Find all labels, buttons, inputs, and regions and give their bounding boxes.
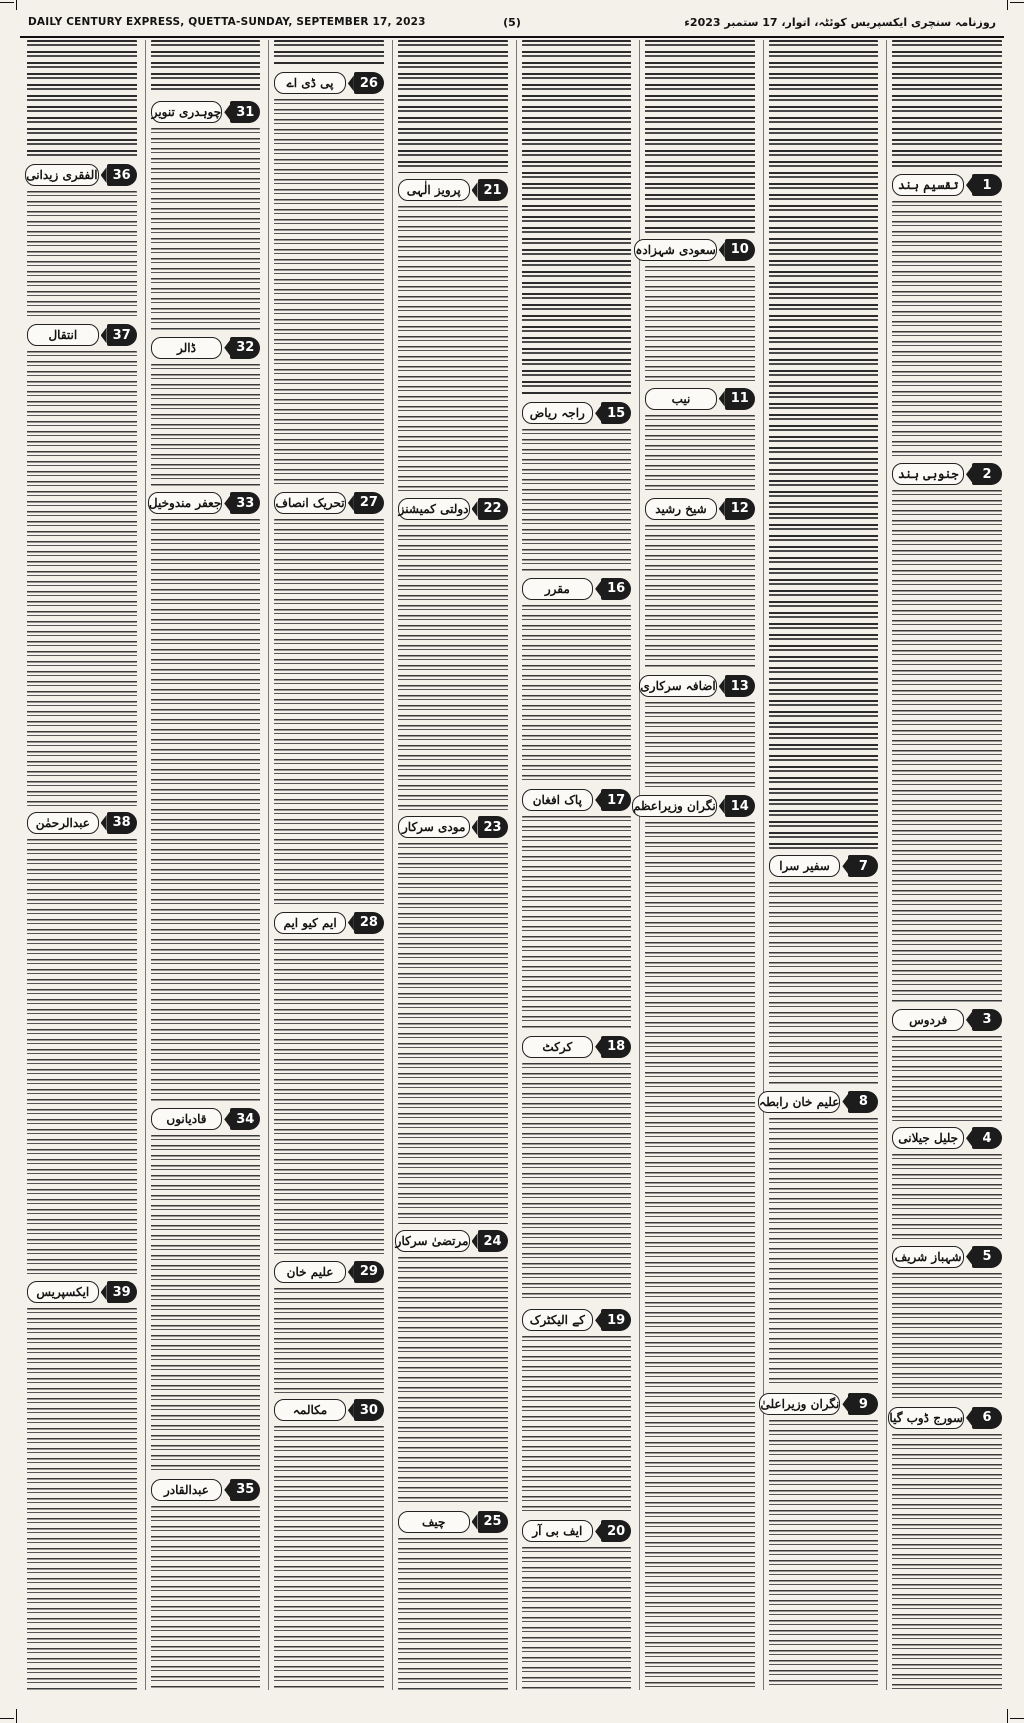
crop-mark-br-h (1010, 1718, 1024, 1719)
topic-header (892, 1245, 1002, 1269)
article-text (892, 201, 1002, 457)
topic-number: 6 (972, 1407, 1002, 1429)
topic-header (27, 811, 137, 835)
newspaper-columns (22, 40, 1002, 1690)
topic-number: 7 (848, 855, 878, 877)
topic-header (892, 1008, 1002, 1032)
crop-mark-bl-v (16, 1709, 17, 1723)
topic-header (274, 1398, 384, 1422)
topic-title: کرکٹ (522, 1036, 594, 1058)
topic-header (640, 674, 755, 698)
topic-title: تقسیم ہند (892, 174, 964, 196)
topic-title: جعفر مندوخیل (148, 492, 222, 514)
topic-number: 23 (478, 816, 508, 838)
topic-title: مودی سرکار (398, 816, 470, 838)
topic-number: 8 (848, 1091, 878, 1113)
topic-number: 15 (601, 402, 631, 424)
topic-title: سورج ڈوب گیا (888, 1407, 964, 1429)
topic-header (398, 178, 508, 202)
article-text (398, 1257, 508, 1505)
topic-header (892, 462, 1002, 486)
topic-title: اضافہ سرکاری (639, 675, 716, 697)
topic-header (151, 336, 261, 360)
article-text (892, 490, 1002, 1002)
topic-number: 18 (601, 1036, 631, 1058)
topic-header (769, 854, 879, 878)
column-2 (759, 40, 879, 1690)
topic-number: 31 (230, 101, 260, 123)
topic-title: ایکسپریس (27, 1281, 99, 1303)
topic-title: سعودی شہزادہ (634, 239, 716, 261)
article-text (522, 605, 632, 783)
topic-title: تحریک انصاف (274, 492, 346, 514)
column-8 (22, 40, 137, 1690)
masthead (20, 14, 1004, 38)
masthead-english: DAILY CENTURY EXPRESS, QUETTA-SUNDAY, SEPTEMBER 17, 2023 (28, 16, 426, 28)
topic-number: 14 (725, 795, 755, 817)
topic-header (395, 1229, 508, 1253)
topic-number: 29 (354, 1261, 384, 1283)
topic-title: جنوبی ہند (892, 463, 964, 485)
topic-header (892, 173, 1002, 197)
topic-title: پی ڈی اے (274, 72, 346, 94)
crop-mark-br-v (1007, 1709, 1008, 1723)
article-text (398, 40, 508, 173)
topic-header (274, 491, 384, 515)
topic-number: 9 (848, 1393, 878, 1415)
topic-title: شہباز شریف (892, 1246, 964, 1268)
article-text (645, 415, 755, 492)
topic-number: 20 (601, 1520, 631, 1542)
topic-title: ایف بی آر (522, 1520, 594, 1542)
article-text (522, 1547, 632, 1690)
article-text (892, 1154, 1002, 1239)
topic-header (522, 1035, 632, 1059)
article-text (645, 822, 755, 1690)
topic-title: عبدالقادر (151, 1479, 223, 1501)
topic-title: ایم کیو ایم (274, 912, 346, 934)
topic-header (635, 238, 755, 262)
topic-number: 12 (725, 498, 755, 520)
article-text (274, 1426, 384, 1690)
topic-title: سفیر سرا (769, 855, 841, 877)
article-text (769, 1118, 879, 1388)
article-text (522, 40, 632, 396)
article-text (645, 40, 755, 233)
column-5 (392, 40, 508, 1690)
topic-header (645, 387, 755, 411)
topic-header (148, 491, 261, 515)
article-text (522, 429, 632, 572)
article-text (892, 1273, 1002, 1401)
article-text (27, 351, 137, 805)
topic-number: 39 (107, 1281, 137, 1303)
crop-mark-bl-h (0, 1718, 14, 1719)
topic-header (522, 401, 632, 425)
article-text (151, 1135, 261, 1473)
article-text (151, 1506, 261, 1690)
article-text (522, 816, 632, 1030)
topic-number: 19 (601, 1309, 631, 1331)
topic-header (522, 788, 632, 812)
article-text (769, 40, 879, 849)
article-text (274, 40, 384, 66)
topic-header (151, 1478, 261, 1502)
column-3 (632, 40, 755, 1690)
topic-header (151, 100, 261, 124)
topic-header (274, 911, 384, 935)
column-6 (268, 40, 384, 1690)
topic-title: پرویز الٰہی (398, 179, 470, 201)
topic-number: 11 (725, 388, 755, 410)
topic-title: الفقری زیدانی (25, 164, 98, 186)
topic-header (759, 1090, 879, 1114)
crop-mark-tr-v (1007, 0, 1008, 10)
topic-header (398, 1510, 508, 1534)
topic-header (522, 577, 632, 601)
topic-header (27, 1280, 137, 1304)
topic-number: 2 (972, 463, 1002, 485)
article-text (398, 206, 508, 492)
topic-number: 24 (478, 1230, 508, 1252)
topic-title: مقرر (522, 578, 594, 600)
page-number: (5) (503, 16, 521, 29)
topic-number: 4 (972, 1127, 1002, 1149)
topic-header (632, 794, 755, 818)
topic-header (892, 1126, 1002, 1150)
topic-header (398, 497, 508, 521)
column-4 (516, 40, 632, 1690)
topic-title: علیم خان رابطہ (758, 1091, 840, 1113)
article-text (522, 1336, 632, 1514)
article-text (27, 1308, 137, 1690)
topic-title: چیف (398, 1511, 470, 1533)
article-text (151, 128, 261, 331)
topic-number: 35 (230, 1479, 260, 1501)
article-text (398, 1538, 508, 1690)
topic-number: 3 (972, 1009, 1002, 1031)
topic-title: نگران وزیراعظم (632, 795, 717, 817)
topic-number: 37 (107, 324, 137, 346)
article-text (645, 525, 755, 670)
article-text (274, 519, 384, 906)
article-text (27, 839, 137, 1275)
article-text (892, 1434, 1002, 1690)
article-text (645, 266, 755, 382)
topic-title: راجہ ریاض (522, 402, 594, 424)
topic-title: کے الیکٹرک (522, 1309, 594, 1331)
article-text (398, 843, 508, 1224)
article-text (27, 40, 137, 158)
article-text (274, 1288, 384, 1393)
topic-title: مکالمہ (274, 1399, 346, 1421)
topic-number: 13 (725, 675, 755, 697)
topic-title: فردوس (892, 1009, 964, 1031)
masthead-urdu: روزنامہ سنچری ایکسپریس کوئٹہ، اتوار، 17 ستمبر 2023ء (684, 16, 996, 29)
topic-header (760, 1392, 879, 1416)
topic-title: جلیل جیلانی (892, 1127, 964, 1149)
article-text (645, 702, 755, 789)
topic-number: 22 (478, 498, 508, 520)
article-text (522, 1063, 632, 1304)
topic-number: 38 (107, 812, 137, 834)
topic-title: علیم خان (274, 1261, 346, 1283)
topic-number: 5 (972, 1246, 1002, 1268)
topic-title: چوہدری تنویر (151, 101, 223, 123)
topic-header (522, 1519, 632, 1543)
column-1 (886, 40, 1002, 1690)
article-text (769, 882, 879, 1084)
topic-number: 27 (354, 492, 384, 514)
topic-title: دولتی کمیشنز (398, 498, 470, 520)
topic-number: 34 (230, 1108, 260, 1130)
topic-header (398, 815, 508, 839)
topic-title: ڈالر (151, 337, 223, 359)
topic-header (645, 497, 755, 521)
topic-number: 17 (601, 789, 631, 811)
topic-title: انتقال (27, 324, 99, 346)
topic-header (889, 1406, 1002, 1430)
topic-number: 10 (725, 239, 755, 261)
topic-number: 30 (354, 1399, 384, 1421)
topic-number: 1 (972, 174, 1002, 196)
article-text (27, 191, 137, 318)
topic-number: 21 (478, 179, 508, 201)
topic-header (27, 323, 137, 347)
topic-header (274, 71, 384, 95)
topic-title: پاک افغان (522, 789, 594, 811)
topic-header (274, 1260, 384, 1284)
article-text (769, 1420, 879, 1690)
article-text (151, 519, 261, 1102)
crop-mark-tl-v (16, 0, 17, 10)
topic-title: نگران وزیراعلیٰ (759, 1393, 840, 1415)
topic-number: 33 (230, 492, 260, 514)
article-text (274, 99, 384, 486)
topic-number: 25 (478, 1511, 508, 1533)
column-7 (145, 40, 261, 1690)
topic-number: 36 (107, 164, 137, 186)
article-text (151, 40, 261, 95)
topic-title: مرتضیٰ سرکار (395, 1230, 470, 1252)
article-text (151, 364, 261, 487)
topic-number: 32 (230, 337, 260, 359)
topic-header (151, 1107, 261, 1131)
topic-header (27, 163, 137, 187)
topic-title: شیخ رشید (645, 498, 717, 520)
article-text (274, 939, 384, 1255)
crop-mark-tr-h (1010, 2, 1024, 3)
topic-number: 16 (601, 578, 631, 600)
crop-mark-tl-h (0, 2, 14, 3)
topic-title: عبدالرحمٰن (27, 812, 99, 834)
article-text (398, 525, 508, 811)
article-text (892, 40, 1002, 168)
topic-number: 28 (354, 912, 384, 934)
topic-title: قادیانوں (151, 1108, 223, 1130)
topic-header (522, 1308, 632, 1332)
topic-number: 26 (354, 72, 384, 94)
article-text (892, 1036, 1002, 1121)
topic-title: نیب (645, 388, 717, 410)
